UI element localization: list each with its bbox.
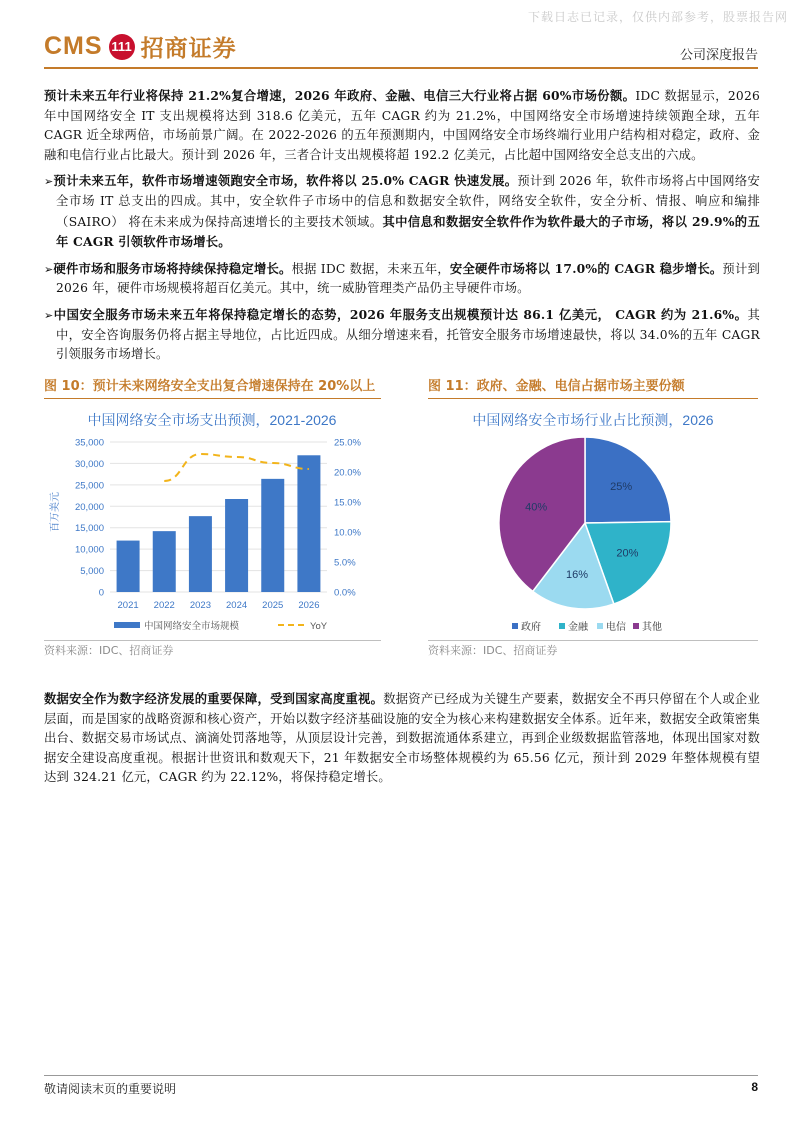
bullet-lead: 预计未来五年，软件市场增速领跑安全市场，软件将以 25.0% CAGR 快速发展。	[53, 173, 518, 189]
y-tick-label: 0	[98, 587, 104, 599]
chart-title: 中国网络安全市场支出预测，2021-2026	[87, 412, 337, 428]
arrow-bullet-icon: ➢	[44, 262, 54, 276]
bullet-lead: 硬件市场和服务市场将持续保持稳定增长。	[53, 260, 292, 276]
y2-tick-label: 15.0%	[334, 497, 361, 509]
y-tick-label: 30,000	[74, 458, 104, 470]
section2-lead: 数据安全作为数字经济发展的重要保障，受到国家高度重视。	[44, 691, 384, 706]
logo	[44, 30, 237, 63]
figures-row	[44, 376, 758, 660]
legend-swatch	[597, 623, 603, 629]
legend-label: 政府	[521, 622, 541, 633]
chart-title: 中国网络安全市场行业占比预测，2026	[472, 412, 714, 428]
x-tick-label: 2021	[117, 600, 139, 611]
bullet-hardware	[44, 259, 760, 299]
x-tick-label: 2023	[189, 600, 211, 611]
bar	[153, 531, 176, 592]
slice-value-label: 25%	[610, 481, 633, 494]
bar	[261, 479, 284, 592]
logo-cn: 招商证券	[140, 36, 237, 62]
slice-value-label: 40%	[525, 501, 548, 514]
pie-slice-政府	[585, 437, 671, 523]
arrow-bullet-icon: ➢	[44, 175, 54, 189]
y-tick-label: 15,000	[74, 523, 104, 535]
legend-swatch	[559, 623, 565, 629]
y-tick-label: 10,000	[74, 544, 104, 556]
x-tick-label: 2024	[226, 600, 248, 611]
figure-11	[428, 376, 758, 657]
section2-paragraph	[44, 689, 760, 788]
page-number: 8	[751, 1080, 758, 1094]
footer-divider	[44, 1075, 758, 1076]
y-tick-label: 5,000	[80, 566, 104, 578]
y2-tick-label: 0.0%	[334, 587, 356, 599]
bar	[225, 499, 248, 592]
bar	[117, 541, 140, 592]
section1-paragraph	[44, 86, 760, 165]
legend-swatch	[633, 623, 639, 629]
legend-label: 其他	[642, 622, 662, 633]
figure-11-source: 资料来源：IDC、招商证券	[428, 640, 758, 659]
slice-value-label: 16%	[565, 568, 589, 581]
logo-badge-icon: 111	[109, 34, 135, 60]
footer-note: 敬请阅读末页的重要说明	[44, 1082, 177, 1096]
bar	[189, 516, 212, 592]
bullet-text: 预计到 2026 年，软件市场将占中国网络安全市场 IT 总支出的四成。其中，安全软件子市场中的信息和数据安全软件，网络安全软件，安全分析、情报、响应和编排（SAIRO） 将在未来成为保持高速增长的主要技术领域。	[56, 174, 760, 229]
y2-tick-label: 25.0%	[334, 437, 361, 449]
slice-value-label: 20%	[616, 547, 639, 560]
legend-label: 金融	[568, 622, 588, 633]
legend	[114, 620, 328, 632]
report-type: 公司深度报告	[679, 48, 758, 63]
bullet-software	[44, 171, 760, 252]
y-tick-label: 35,000	[74, 437, 104, 449]
bullet-text-2: 预计到 2026 年，硬件市场规模将超百亿美元。其中，统一威胁管理类产品仍主导硬件市场。	[56, 261, 760, 296]
figure-11-chart	[428, 402, 758, 638]
figure-10-chart	[44, 402, 381, 638]
y-tick-label: 20,000	[74, 501, 104, 513]
figure-10-source: 资料来源：IDC、招商证券	[44, 640, 381, 659]
x-tick-label: 2022	[153, 600, 175, 611]
bullet-text: 其中，安全咨询服务仍将占据主导地位，占比近四成。从细分增速来看，托管安全服务市场增速最快，将以 34.0%的五年 CAGR 引领服务市场增长。	[56, 307, 760, 362]
y-tick-label: 25,000	[74, 480, 104, 492]
legend-line-label: YoY	[310, 621, 328, 632]
y2-tick-label: 5.0%	[334, 557, 356, 569]
bullet-services	[44, 305, 760, 365]
arrow-bullet-icon: ➢	[44, 308, 54, 322]
yoy-line	[164, 454, 309, 481]
section2-text: 数据资产已经成为关键生产要素，数据安全不再只停留在个人或企业层面，而是国家的战略资源和核心资产，开始以数字经济基础设施的安全为核心来构建数据安全体系。近年来，数据安全政策密集出台、数据交易市场试点、滴滴处罚落地等，从顶层设计完善，到数据流通体系建立，再到企业级数据监管落地，体现出国家对数据安全建设高度重视。根据计世资讯和数观天下，21 年数据安全市场整体规模约为 65.56 亿元，预计到 2029 年整体规模有望达到 324.21 亿元，CAGR 约为 22.12%，将保持稳定增长。	[44, 692, 760, 785]
y2-tick-label: 10.0%	[334, 527, 361, 539]
bullet-lead: 中国安全服务市场未来五年将保持稳定增长的态势，2026 年服务支出规模预计达 86.1 亿美元， CAGR 约为 21.6%。	[53, 306, 748, 322]
x-tick-label: 2026	[298, 600, 320, 611]
x-tick-label: 2025	[262, 600, 284, 611]
bar-line-chart	[44, 402, 381, 638]
legend-swatch	[512, 623, 518, 629]
section1-text: IDC 数据显示，2026 年中国网络安全 IT 支出规模将达到 318.6 亿美元，五年 CAGR 约为 21.2%，中国网络安全市场增速持续领跑全球，五年 CAGR 近全球两倍，市场前景广阔。在 2022-2026 的五年预测期内，中国网络安全市场终端行业用户结构相对稳定，政府、金融和电信行业占比最大。预计到 2026 年，三者合计支出规模将超 192.2 亿美元，占比超中国网络安全总支出的六成。	[44, 89, 760, 162]
legend-bar-swatch	[114, 622, 140, 628]
watermark: 下载日志已记录，仅供内部参考，股票报告网	[527, 10, 788, 24]
main-content	[44, 86, 760, 371]
section1-lead: 预计未来五年行业将保持 21.2%复合增速，2026 年政府、金融、电信三大行业将占据 60%市场份额。	[44, 88, 636, 103]
bullet-emphasis: 其中信息和数据安全软件作为软件最大的子市场，将以 29.9%的五年 CAGR 引领软件市场增长。	[56, 213, 760, 250]
legend-bar-label: 中国网络安全市场规模	[144, 621, 240, 632]
figure-10-title: 图 10：预计未来网络安全支出复合增速保持在 20%以上	[44, 376, 381, 399]
header-divider	[44, 67, 758, 69]
figure-11-title: 图 11：政府、金融、电信占据市场主要份额	[428, 376, 758, 399]
y-axis-label: 百万美元	[50, 492, 61, 532]
bullet-text: 根据 IDC 数据，未来五年，	[291, 261, 450, 276]
logo-latin: CMS	[44, 32, 103, 60]
bar	[297, 455, 320, 592]
figure-10	[44, 376, 381, 657]
y2-tick-label: 20.0%	[334, 467, 361, 479]
pie-chart	[428, 402, 758, 638]
legend-label: 电信	[606, 622, 626, 633]
bullet-emphasis: 安全硬件市场将以 17.0%的 CAGR 稳步增长。	[449, 260, 723, 276]
